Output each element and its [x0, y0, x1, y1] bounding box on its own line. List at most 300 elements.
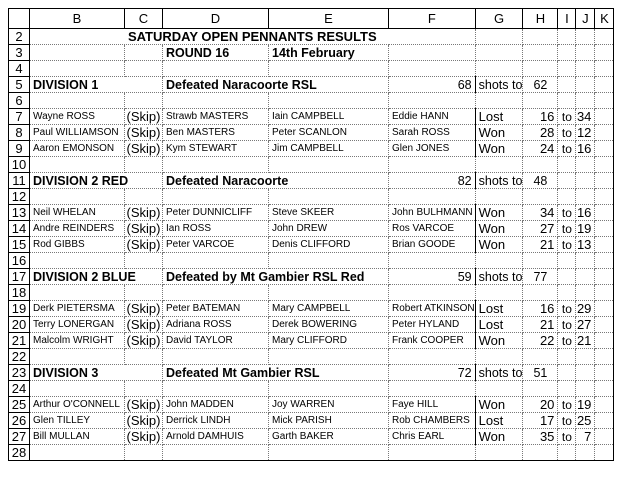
cell-E25[interactable]: Joy WARREN [269, 397, 389, 413]
cell-F17[interactable]: 59 [389, 269, 476, 285]
cell-H16[interactable] [523, 253, 558, 269]
cell-J6[interactable] [576, 93, 595, 109]
cell-F14[interactable]: Ros VARCOE [389, 221, 476, 237]
cell-I16[interactable] [558, 253, 576, 269]
cell-G18[interactable] [475, 285, 523, 301]
cell-B12[interactable] [30, 189, 125, 205]
cell-C20[interactable]: (Skip) [125, 317, 163, 333]
cell-I28[interactable] [558, 445, 576, 461]
cell-C26[interactable]: (Skip) [125, 413, 163, 429]
cell-G2[interactable] [475, 29, 523, 45]
cell-F6[interactable] [389, 93, 476, 109]
sheet-row-24 [9, 381, 614, 397]
row-header-22[interactable]: 22 [9, 349, 30, 365]
cell-D3[interactable]: ROUND 16 [163, 45, 269, 61]
cell-K21[interactable] [595, 333, 614, 349]
cell-D10[interactable] [163, 157, 269, 173]
cell-B10[interactable] [30, 157, 125, 173]
cell-F13[interactable]: John BULHMANN [389, 205, 476, 221]
row-header-20[interactable]: 20 [9, 317, 30, 333]
cell-J3[interactable] [576, 45, 595, 61]
cell-C13[interactable]: (Skip) [125, 205, 163, 221]
cell-K7[interactable] [595, 109, 614, 125]
cell-J27[interactable]: 7 [576, 429, 595, 445]
cell-H3[interactable] [523, 45, 558, 61]
cell-F7[interactable]: Eddie HANN [389, 109, 476, 125]
cell-H4[interactable] [523, 61, 558, 77]
cell-I11[interactable] [558, 173, 576, 189]
cell-G17[interactable]: shots to [475, 269, 523, 285]
cell-I23[interactable] [558, 365, 576, 381]
row-header-9[interactable]: 9 [9, 141, 30, 157]
cell-C25[interactable]: (Skip) [125, 397, 163, 413]
cell-C16[interactable] [125, 253, 163, 269]
cell-K27[interactable] [595, 429, 614, 445]
row-header-28[interactable]: 28 [9, 445, 30, 461]
cell-F22[interactable] [389, 349, 476, 365]
cell-H8[interactable]: 28 [523, 125, 558, 141]
cell-K25[interactable] [595, 397, 614, 413]
cell-H13[interactable]: 34 [523, 205, 558, 221]
cell-G22[interactable] [475, 349, 523, 365]
cell-J28[interactable] [576, 445, 595, 461]
cell-K3[interactable] [595, 45, 614, 61]
cell-G23[interactable]: shots to [475, 365, 523, 381]
cell-C19[interactable]: (Skip) [125, 301, 163, 317]
row-header-27[interactable]: 27 [9, 429, 30, 445]
cell-D15[interactable]: Peter VARCOE [163, 237, 269, 253]
cell-B14[interactable]: Andre REINDERS [30, 221, 125, 237]
cell-F8[interactable]: Sarah ROSS [389, 125, 476, 141]
cell-H27[interactable]: 35 [523, 429, 558, 445]
cell-G21[interactable]: Won [475, 333, 523, 349]
cell-B22[interactable] [30, 349, 125, 365]
cell-D7[interactable]: Strawb MASTERS [163, 109, 269, 125]
column-header-E[interactable]: E [269, 9, 389, 29]
cell-J17[interactable] [576, 269, 595, 285]
cell-D9[interactable]: Kym STEWART [163, 141, 269, 157]
column-header-B[interactable]: B [30, 9, 125, 29]
cell-I21[interactable]: to [558, 333, 576, 349]
cell-G25[interactable]: Won [475, 397, 523, 413]
cell-G15[interactable]: Won [475, 237, 523, 253]
cell-F27[interactable]: Chris EARL [389, 429, 476, 445]
cell-I9[interactable]: to [558, 141, 576, 157]
row-header-26[interactable]: 26 [9, 413, 30, 429]
cell-I7[interactable]: to [558, 109, 576, 125]
cell-J25[interactable]: 19 [576, 397, 595, 413]
cell-H26[interactable]: 17 [523, 413, 558, 429]
cell-K10[interactable] [595, 157, 614, 173]
cell-B17[interactable]: DIVISION 2 BLUE [30, 269, 163, 285]
row-header-13[interactable]: 13 [9, 205, 30, 221]
cell-B16[interactable] [30, 253, 125, 269]
cell-K4[interactable] [595, 61, 614, 77]
cell-G3[interactable] [475, 45, 523, 61]
cell-K5[interactable] [595, 77, 614, 93]
cell-C27[interactable]: (Skip) [125, 429, 163, 445]
cell-J7[interactable]: 34 [576, 109, 595, 125]
cell-I22[interactable] [558, 349, 576, 365]
cell-F16[interactable] [389, 253, 476, 269]
cell-D12[interactable] [163, 189, 269, 205]
cell-G12[interactable] [475, 189, 523, 205]
cell-I3[interactable] [558, 45, 576, 61]
select-all-corner[interactable] [9, 9, 30, 29]
cell-I26[interactable]: to [558, 413, 576, 429]
cell-I4[interactable] [558, 61, 576, 77]
row-header-10[interactable]: 10 [9, 157, 30, 173]
cell-B18[interactable] [30, 285, 125, 301]
cell-F15[interactable]: Brian GOODE [389, 237, 476, 253]
cell-G4[interactable] [475, 61, 523, 77]
cell-D28[interactable] [163, 445, 269, 461]
cell-B27[interactable]: Bill MULLAN [30, 429, 125, 445]
row-header-23[interactable]: 23 [9, 365, 30, 381]
cell-J20[interactable]: 27 [576, 317, 595, 333]
cell-F20[interactable]: Peter HYLAND [389, 317, 476, 333]
cell-E20[interactable]: Derek BOWERING [269, 317, 389, 333]
cell-J14[interactable]: 19 [576, 221, 595, 237]
cell-J10[interactable] [576, 157, 595, 173]
cell-B3[interactable] [30, 45, 125, 61]
cell-C18[interactable] [125, 285, 163, 301]
cell-I12[interactable] [558, 189, 576, 205]
cell-E3[interactable]: 14th February [269, 45, 389, 61]
cell-H22[interactable] [523, 349, 558, 365]
sheet-row-10 [9, 157, 614, 173]
cell-K28[interactable] [595, 445, 614, 461]
cell-F18[interactable] [389, 285, 476, 301]
cell-K18[interactable] [595, 285, 614, 301]
cell-D5[interactable]: Defeated Naracoorte RSL [163, 77, 389, 93]
cell-D11[interactable]: Defeated Naracoorte [163, 173, 389, 189]
row-header-16[interactable]: 16 [9, 253, 30, 269]
cell-J4[interactable] [576, 61, 595, 77]
cell-H10[interactable] [523, 157, 558, 173]
cell-I24[interactable] [558, 381, 576, 397]
column-header-C[interactable]: C [125, 9, 163, 29]
cell-H14[interactable]: 27 [523, 221, 558, 237]
cell-E7[interactable]: Iain CAMPBELL [269, 109, 389, 125]
cell-D26[interactable]: Derrick LINDH [163, 413, 269, 429]
cell-K11[interactable] [595, 173, 614, 189]
cell-B4[interactable] [30, 61, 125, 77]
cell-J16[interactable] [576, 253, 595, 269]
cell-I13[interactable]: to [558, 205, 576, 221]
cell-C22[interactable] [125, 349, 163, 365]
row-header-6[interactable]: 6 [9, 93, 30, 109]
cell-J22[interactable] [576, 349, 595, 365]
cell-J21[interactable]: 21 [576, 333, 595, 349]
row-header-11[interactable]: 11 [9, 173, 30, 189]
cell-B28[interactable] [30, 445, 125, 461]
cell-D24[interactable] [163, 381, 269, 397]
cell-G24[interactable] [475, 381, 523, 397]
cell-E10[interactable] [269, 157, 389, 173]
cell-D17[interactable]: Defeated by Mt Gambier RSL Red [163, 269, 389, 285]
cell-B7[interactable]: Wayne ROSS [30, 109, 125, 125]
cell-D13[interactable]: Peter DUNNICLIFF [163, 205, 269, 221]
row-header-3[interactable]: 3 [9, 45, 30, 61]
cell-E28[interactable] [269, 445, 389, 461]
row-header-19[interactable]: 19 [9, 301, 30, 317]
cell-C12[interactable] [125, 189, 163, 205]
cell-H12[interactable] [523, 189, 558, 205]
cell-H28[interactable] [523, 445, 558, 461]
cell-E18[interactable] [269, 285, 389, 301]
cell-D14[interactable]: Ian ROSS [163, 221, 269, 237]
cell-K8[interactable] [595, 125, 614, 141]
cell-H7[interactable]: 16 [523, 109, 558, 125]
cell-B13[interactable]: Neil WHELAN [30, 205, 125, 221]
cell-E4[interactable] [269, 61, 389, 77]
cell-C8[interactable]: (Skip) [125, 125, 163, 141]
cell-I25[interactable]: to [558, 397, 576, 413]
cell-H6[interactable] [523, 93, 558, 109]
cell-B15[interactable]: Rod GIBBS [30, 237, 125, 253]
row-header-5[interactable]: 5 [9, 77, 30, 93]
cell-J24[interactable] [576, 381, 595, 397]
cell-B26[interactable]: Glen TILLEY [30, 413, 125, 429]
column-header-H[interactable]: H [523, 9, 558, 29]
cell-C14[interactable]: (Skip) [125, 221, 163, 237]
cell-G9[interactable]: Won [475, 141, 523, 157]
cell-C15[interactable]: (Skip) [125, 237, 163, 253]
cell-J2[interactable] [576, 29, 595, 45]
cell-G16[interactable] [475, 253, 523, 269]
results-sheet-table [8, 8, 614, 461]
cell-B24[interactable] [30, 381, 125, 397]
cell-F28[interactable] [389, 445, 476, 461]
cell-K12[interactable] [595, 189, 614, 205]
cell-B5[interactable]: DIVISION 1 [30, 77, 163, 93]
cell-I5[interactable] [558, 77, 576, 93]
cell-F4[interactable] [389, 61, 476, 77]
cell-G14[interactable]: Won [475, 221, 523, 237]
cell-C24[interactable] [125, 381, 163, 397]
cell-I27[interactable]: to [558, 429, 576, 445]
cell-G20[interactable]: Lost [475, 317, 523, 333]
cell-J9[interactable]: 16 [576, 141, 595, 157]
cell-K20[interactable] [595, 317, 614, 333]
cell-E24[interactable] [269, 381, 389, 397]
cell-J5[interactable] [576, 77, 595, 93]
cell-H19[interactable]: 16 [523, 301, 558, 317]
cell-I8[interactable]: to [558, 125, 576, 141]
cell-H21[interactable]: 22 [523, 333, 558, 349]
cell-K13[interactable] [595, 205, 614, 221]
cell-J26[interactable]: 25 [576, 413, 595, 429]
cell-E9[interactable]: Jim CAMPBELL [269, 141, 389, 157]
cell-I17[interactable] [558, 269, 576, 285]
cell-C7[interactable]: (Skip) [125, 109, 163, 125]
cell-K24[interactable] [595, 381, 614, 397]
cell-J15[interactable]: 13 [576, 237, 595, 253]
cell-H17[interactable]: 77 [523, 269, 558, 285]
cell-H24[interactable] [523, 381, 558, 397]
cell-B2[interactable]: SATURDAY OPEN PENNANTS RESULTS [30, 29, 476, 45]
cell-F9[interactable]: Glen JONES [389, 141, 476, 157]
column-header-row [9, 9, 614, 29]
cell-E8[interactable]: Peter SCANLON [269, 125, 389, 141]
cell-F12[interactable] [389, 189, 476, 205]
cell-H23[interactable]: 51 [523, 365, 558, 381]
row-header-18[interactable]: 18 [9, 285, 30, 301]
cell-D25[interactable]: John MADDEN [163, 397, 269, 413]
cell-J19[interactable]: 29 [576, 301, 595, 317]
cell-B20[interactable]: Terry LONERGAN [30, 317, 125, 333]
cell-I14[interactable]: to [558, 221, 576, 237]
row-header-7[interactable]: 7 [9, 109, 30, 125]
cell-E13[interactable]: Steve SKEER [269, 205, 389, 221]
cell-J12[interactable] [576, 189, 595, 205]
cell-G7[interactable]: Lost [475, 109, 523, 125]
cell-J8[interactable]: 12 [576, 125, 595, 141]
cell-D23[interactable]: Defeated Mt Gambier RSL [163, 365, 389, 381]
cell-C10[interactable] [125, 157, 163, 173]
cell-G8[interactable]: Won [475, 125, 523, 141]
cell-K2[interactable] [595, 29, 614, 45]
cell-G28[interactable] [475, 445, 523, 461]
cell-F21[interactable]: Frank COOPER [389, 333, 476, 349]
row-header-24[interactable]: 24 [9, 381, 30, 397]
cell-D8[interactable]: Ben MASTERS [163, 125, 269, 141]
cell-E27[interactable]: Garth BAKER [269, 429, 389, 445]
cell-G11[interactable]: shots to [475, 173, 523, 189]
cell-H15[interactable]: 21 [523, 237, 558, 253]
cell-F10[interactable] [389, 157, 476, 173]
cell-F26[interactable]: Rob CHAMBERS [389, 413, 476, 429]
cell-D27[interactable]: Arnold DAMHUIS [163, 429, 269, 445]
column-header-D[interactable]: D [163, 9, 269, 29]
cell-D21[interactable]: David TAYLOR [163, 333, 269, 349]
cell-G26[interactable]: Lost [475, 413, 523, 429]
row-header-21[interactable]: 21 [9, 333, 30, 349]
cell-I10[interactable] [558, 157, 576, 173]
row-header-25[interactable]: 25 [9, 397, 30, 413]
cell-D16[interactable] [163, 253, 269, 269]
cell-H5[interactable]: 62 [523, 77, 558, 93]
row-header-17[interactable]: 17 [9, 269, 30, 285]
cell-D18[interactable] [163, 285, 269, 301]
cell-H2[interactable] [523, 29, 558, 45]
cell-I18[interactable] [558, 285, 576, 301]
cell-H20[interactable]: 21 [523, 317, 558, 333]
cell-E6[interactable] [269, 93, 389, 109]
cell-E21[interactable]: Mary CLIFFORD [269, 333, 389, 349]
cell-E15[interactable]: Denis CLIFFORD [269, 237, 389, 253]
cell-K6[interactable] [595, 93, 614, 109]
cell-H25[interactable]: 20 [523, 397, 558, 413]
cell-C4[interactable] [125, 61, 163, 77]
column-header-G[interactable]: G [475, 9, 523, 29]
cell-F5[interactable]: 68 [389, 77, 476, 93]
cell-K19[interactable] [595, 301, 614, 317]
cell-G6[interactable] [475, 93, 523, 109]
cell-D22[interactable] [163, 349, 269, 365]
cell-E14[interactable]: John DREW [269, 221, 389, 237]
cell-K14[interactable] [595, 221, 614, 237]
cell-C3[interactable] [125, 45, 163, 61]
cell-F25[interactable]: Faye HILL [389, 397, 476, 413]
cell-J18[interactable] [576, 285, 595, 301]
cell-G10[interactable] [475, 157, 523, 173]
cell-K26[interactable] [595, 413, 614, 429]
cell-F24[interactable] [389, 381, 476, 397]
cell-F23[interactable]: 72 [389, 365, 476, 381]
cell-B6[interactable] [30, 93, 125, 109]
cell-E26[interactable]: Mick PARISH [269, 413, 389, 429]
column-header-J[interactable]: J [576, 9, 595, 29]
cell-B21[interactable]: Malcolm WRIGHT [30, 333, 125, 349]
cell-C21[interactable]: (Skip) [125, 333, 163, 349]
column-header-K[interactable]: K [595, 9, 614, 29]
cell-J13[interactable]: 16 [576, 205, 595, 221]
cell-C28[interactable] [125, 445, 163, 461]
cell-E16[interactable] [269, 253, 389, 269]
cell-I6[interactable] [558, 93, 576, 109]
cell-D19[interactable]: Peter BATEMAN [163, 301, 269, 317]
cell-J11[interactable] [576, 173, 595, 189]
cell-B11[interactable]: DIVISION 2 RED [30, 173, 163, 189]
row-header-12[interactable]: 12 [9, 189, 30, 205]
cell-B25[interactable]: Arthur O'CONNELL [30, 397, 125, 413]
cell-K9[interactable] [595, 141, 614, 157]
cell-F11[interactable]: 82 [389, 173, 476, 189]
column-header-F[interactable]: F [389, 9, 476, 29]
cell-B19[interactable]: Derk PIETERSMA [30, 301, 125, 317]
cell-K22[interactable] [595, 349, 614, 365]
cell-K23[interactable] [595, 365, 614, 381]
cell-C6[interactable] [125, 93, 163, 109]
cell-H11[interactable]: 48 [523, 173, 558, 189]
cell-G5[interactable]: shots to [475, 77, 523, 93]
cell-I20[interactable]: to [558, 317, 576, 333]
cell-D4[interactable] [163, 61, 269, 77]
row-header-8[interactable]: 8 [9, 125, 30, 141]
cell-G27[interactable]: Won [475, 429, 523, 445]
row-header-15[interactable]: 15 [9, 237, 30, 253]
row-header-2[interactable]: 2 [9, 29, 30, 45]
cell-E22[interactable] [269, 349, 389, 365]
cell-H9[interactable]: 24 [523, 141, 558, 157]
cell-I19[interactable]: to [558, 301, 576, 317]
cell-C9[interactable]: (Skip) [125, 141, 163, 157]
cell-K16[interactable] [595, 253, 614, 269]
cell-G13[interactable]: Won [475, 205, 523, 221]
cell-D6[interactable] [163, 93, 269, 109]
row-header-14[interactable]: 14 [9, 221, 30, 237]
cell-B9[interactable]: Aaron EMONSON [30, 141, 125, 157]
cell-K15[interactable] [595, 237, 614, 253]
cell-B23[interactable]: DIVISION 3 [30, 365, 163, 381]
cell-F3[interactable] [389, 45, 476, 61]
cell-I15[interactable]: to [558, 237, 576, 253]
cell-J23[interactable] [576, 365, 595, 381]
row-header-4[interactable]: 4 [9, 61, 30, 77]
cell-G19[interactable]: Lost [475, 301, 523, 317]
cell-K17[interactable] [595, 269, 614, 285]
cell-D20[interactable]: Adriana ROSS [163, 317, 269, 333]
cell-B8[interactable]: Paul WILLIAMSON [30, 125, 125, 141]
cell-F19[interactable]: Robert ATKINSON [389, 301, 476, 317]
cell-E12[interactable] [269, 189, 389, 205]
cell-I2[interactable] [558, 29, 576, 45]
column-header-I[interactable]: I [558, 9, 576, 29]
cell-E19[interactable]: Mary CAMPBELL [269, 301, 389, 317]
cell-H18[interactable] [523, 285, 558, 301]
